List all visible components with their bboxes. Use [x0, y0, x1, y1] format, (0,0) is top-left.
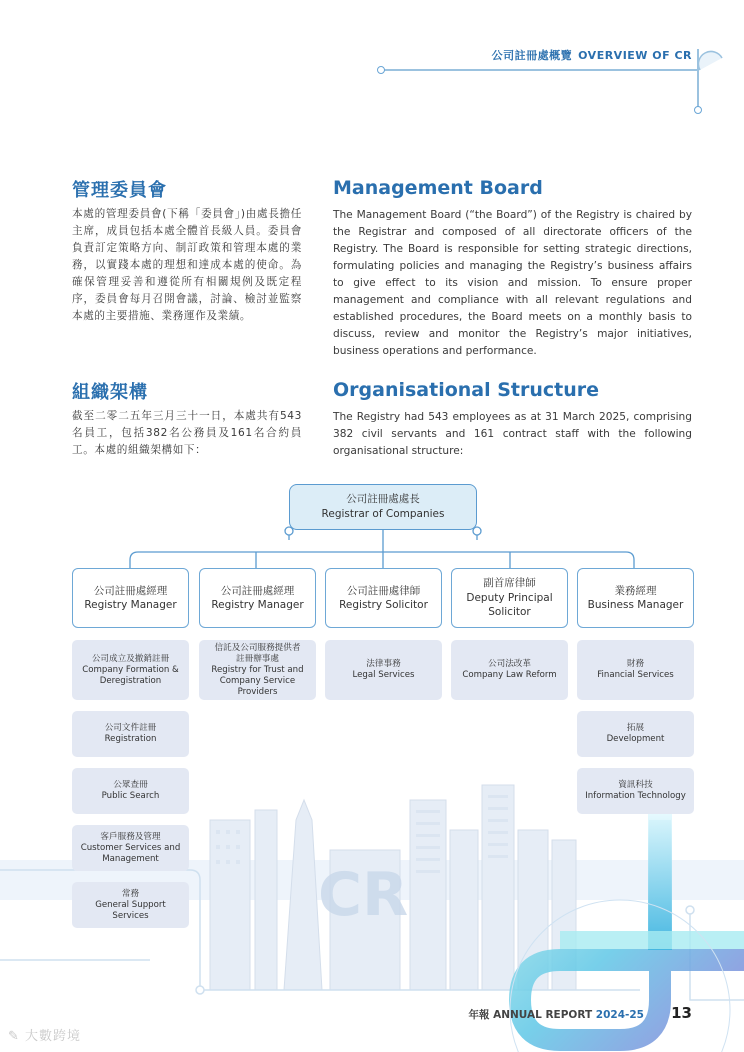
org-unit-public-search: [72, 768, 189, 814]
section-header: [492, 47, 692, 63]
org-unit-information-technology: [577, 768, 694, 814]
org-node-manager-zh: 公司註冊處經理: [220, 584, 295, 597]
org-structure-title-en: Organisational Structure: [333, 379, 600, 401]
org-unit-general-support: [72, 882, 189, 928]
org-unit-en: Legal Services: [352, 670, 415, 680]
header-vertical-dot: [694, 106, 702, 114]
org-node-manager-zh: 業務經理: [614, 584, 657, 597]
org-unit-en: Financial Services: [597, 670, 674, 680]
management-board-title-en: Management Board: [333, 177, 543, 199]
org-node-manager-zh: 公司註冊處律師: [346, 584, 421, 597]
footer-year: 2024-25: [595, 1009, 644, 1021]
svg-text:CR: CR: [318, 860, 409, 930]
org-unit-tcsp-registry: [199, 640, 316, 700]
header-rule-dot: [377, 66, 385, 74]
org-node-manager-3: [325, 568, 442, 628]
org-structure-title-zh: 組織架構: [72, 382, 148, 403]
org-unit-en: Registry for Trust and Company Service Providers: [211, 664, 304, 697]
management-board-title-zh: 管理委員會: [72, 180, 167, 201]
org-node-manager-4: [451, 568, 568, 628]
management-board-body-en: The Management Board (“the Board”) of the Registry is chaired by the Registrar and composed of all directorate officers of the Registry. The Board is responsible for setting strategic directions, formulating policies and managing the Registry’s business affairs to give effect to its vision and mission. To ensure proper management and compliance with all relevant regulations and established procedures, the Board meets on a monthly basis to discuss, review and monitor the Registry’s major initiatives, business operations and performance.: [333, 209, 692, 357]
org-unit-zh: 公司文件註冊: [104, 723, 157, 733]
org-unit-company-formation: [72, 640, 189, 700]
org-unit-en: Information Technology: [585, 791, 686, 801]
org-unit-zh: 客戶服務及管理: [100, 831, 161, 842]
org-unit-zh: 拓展: [626, 723, 645, 733]
page-number: 13: [671, 1004, 692, 1022]
org-node-manager-en: Registry Manager: [84, 599, 177, 611]
org-node-manager-zh: 副首席律師: [483, 577, 536, 590]
footer-zh: 年報: [468, 1009, 490, 1021]
footer-report-title: [468, 1007, 644, 1022]
org-unit-en: Registration: [104, 734, 157, 744]
org-node-manager-2: [199, 568, 316, 628]
section-header-zh: 公司註冊處概覽: [491, 49, 573, 62]
header-arc-decoration: [698, 44, 728, 74]
org-node-manager-en: Registry Solicitor: [339, 599, 428, 611]
org-node-registrar: [289, 484, 477, 530]
org-unit-zh: 信託及公司服務提供者註冊辦事處: [214, 642, 301, 664]
org-node-registrar-en: Registrar of Companies: [321, 508, 445, 520]
org-unit-en: Company Law Reform: [462, 670, 557, 680]
org-unit-zh: 公眾查冊: [113, 780, 148, 790]
org-structure-body-zh: 截至二零二五年三月三十一日，本處共有543名員工，包括382名公務員及161名合約員工。本處的組織架構如下：: [72, 410, 302, 456]
watermark-text: 大數跨境: [25, 1029, 82, 1044]
header-vertical-rule: [697, 49, 699, 109]
org-unit-zh: 法律事務: [366, 659, 401, 669]
section-header-en: OVERVIEW OF CR: [578, 49, 692, 62]
org-unit-en: Public Search: [101, 791, 160, 801]
org-unit-development: [577, 711, 694, 757]
header-rule: [380, 69, 698, 71]
management-board-body-zh: 本處的管理委員會(下稱「委員會」)由處長擔任主席，成員包括本處全體首長級人員。委員會負責訂定策略方向、制訂政策和管理本處的業務，以實踐本處的理想和達成本處的使命。為確保管理妥善和遵從所有相關規例及既定程序，委員會每月召開會議，討論、檢討並監察本處的主要措施、業務運作及業績。: [72, 208, 302, 322]
org-node-manager-en: Business Manager: [587, 599, 684, 611]
org-unit-en: General Support Services: [95, 899, 166, 921]
watermark-icon: ✎: [8, 1029, 20, 1044]
org-node-manager-en: Registry Manager: [211, 599, 304, 611]
org-unit-zh: 公司法改革: [488, 659, 531, 669]
org-node-manager-1: [72, 568, 189, 628]
org-node-manager-en: Deputy Principal Solicitor: [466, 591, 553, 619]
org-unit-company-law-reform: [451, 640, 568, 700]
org-unit-financial-services: [577, 640, 694, 700]
org-unit-en: Customer Services and Management: [80, 842, 181, 864]
org-node-manager-zh: 公司註冊處經理: [93, 584, 168, 597]
org-node-registrar-zh: 公司註冊處處長: [346, 493, 420, 505]
org-unit-zh: 常務: [121, 888, 140, 899]
org-unit-registration: [72, 711, 189, 757]
footer-en: ANNUAL REPORT: [493, 1009, 593, 1021]
watermark: [8, 1025, 81, 1044]
org-unit-zh: 財務: [626, 659, 645, 669]
org-unit-en: Company Formation & Deregistration: [82, 664, 179, 686]
org-structure-body-en: The Registry had 543 employees as at 31 March 2025, comprising 382 civil servants and 161 contract staff with the following organisational structure:: [333, 411, 692, 457]
org-unit-customer-services: [72, 825, 189, 871]
org-unit-en: Development: [606, 734, 665, 744]
org-unit-zh: 公司成立及撤銷註冊: [91, 653, 170, 664]
org-unit-zh: 資訊科技: [618, 780, 653, 790]
org-node-manager-5: [577, 568, 694, 628]
org-unit-legal-services: [325, 640, 442, 700]
